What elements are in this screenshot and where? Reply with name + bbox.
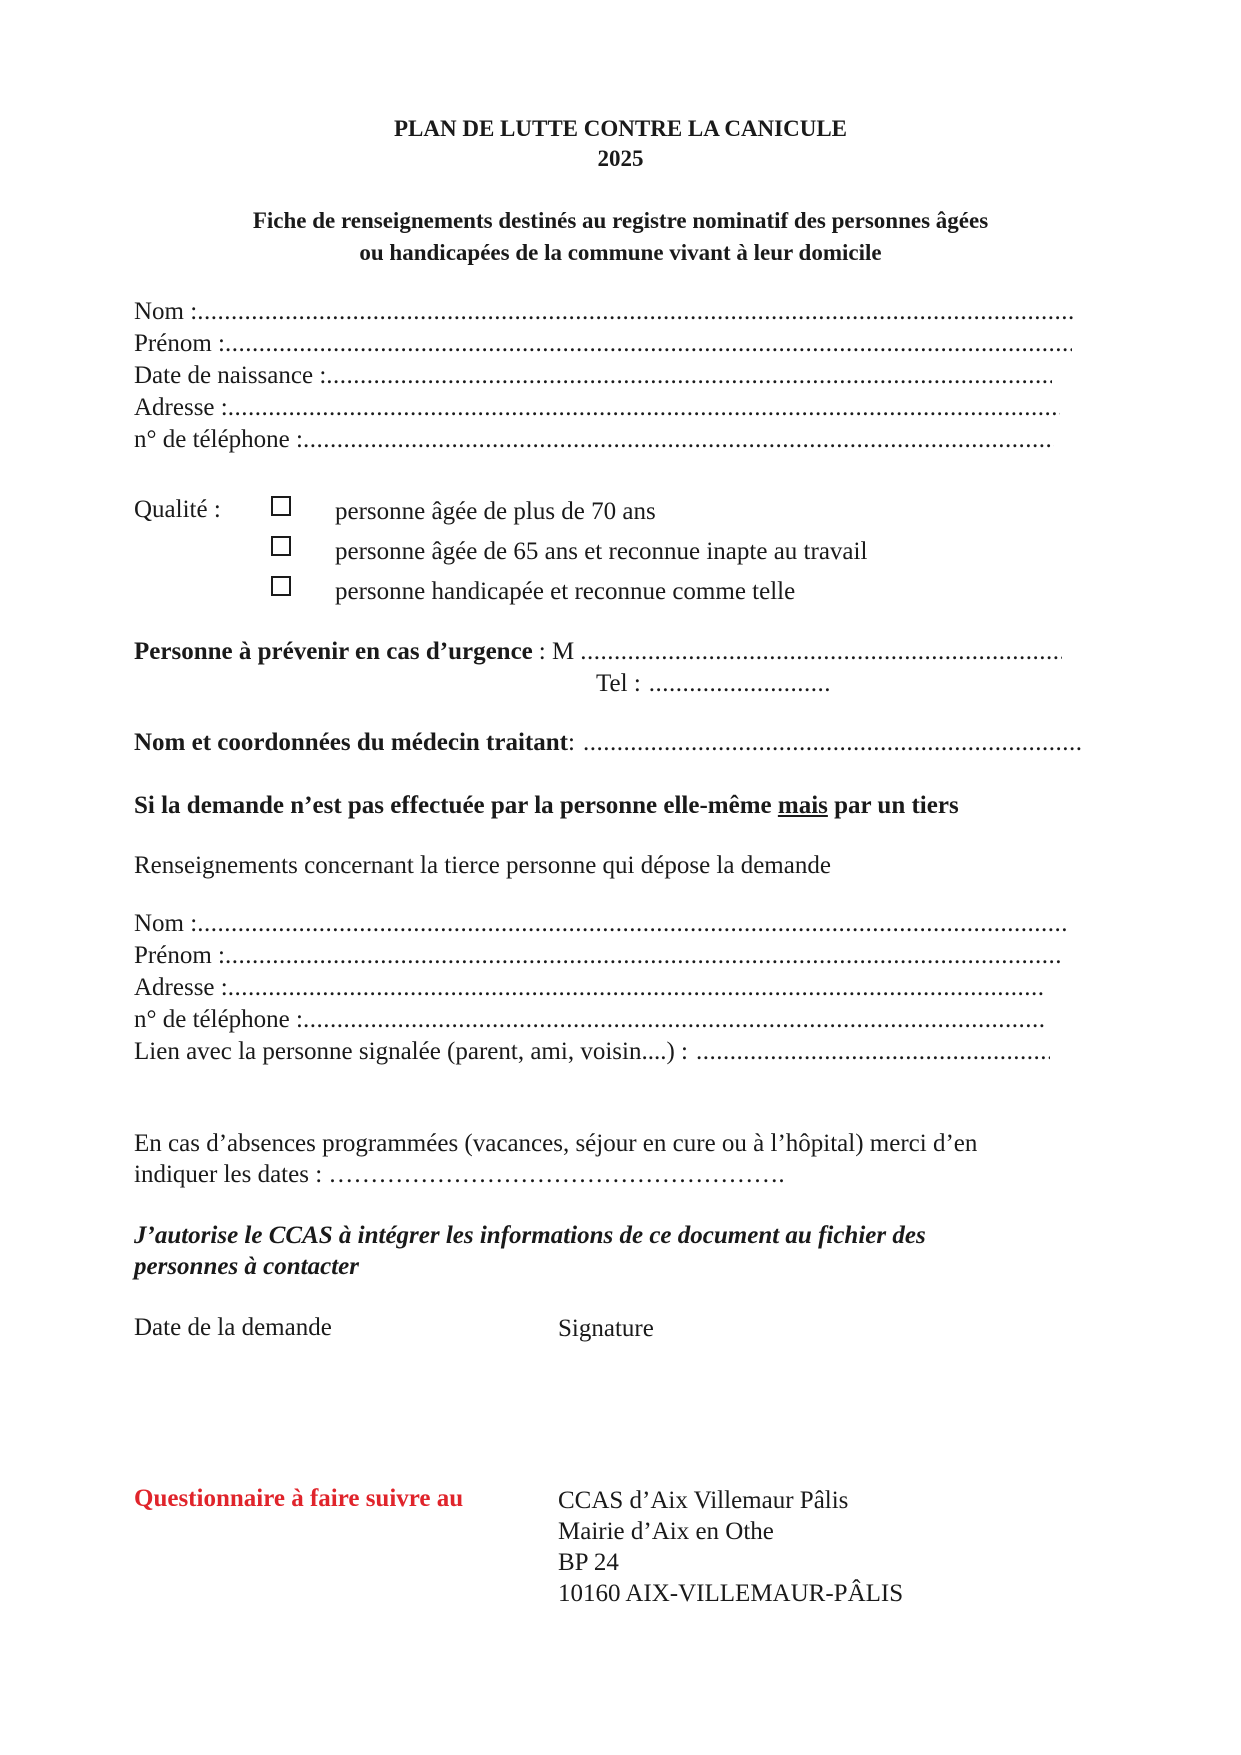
- subtitle-line-2: ou handicapées de la commune vivant à leur domicile: [359, 240, 882, 265]
- address-line: CCAS d’Aix Villemaur Pâlis: [558, 1487, 849, 1514]
- tiers-heading-part1: Si la demande n’est pas effectuée par la personne elle-même: [134, 792, 778, 819]
- autorisation-line-1: J’autorise le CCAS à intégrer les informations de ce document au fichier des: [134, 1222, 926, 1249]
- urgence-tel-dots: ...........................: [648, 670, 832, 697]
- tiers-nom-label: Nom :: [134, 910, 198, 937]
- tiers-heading: [134, 792, 959, 820]
- prenom-label: Prénom :: [134, 330, 225, 357]
- urgence-field[interactable]: [134, 638, 1062, 666]
- tiers-nom-field[interactable]: [134, 910, 1066, 938]
- tiers-heading-part2: par un tiers: [827, 792, 959, 819]
- medecin-field[interactable]: [134, 729, 1082, 757]
- document-title: PLAN DE LUTTE CONTRE LA CANICULE: [393, 116, 848, 141]
- tiers-intro: Renseignements concernant la tierce personne qui dépose la demande: [134, 852, 831, 879]
- checkbox-plus-70[interactable]: [271, 496, 291, 516]
- tiers-prenom-field[interactable]: [134, 942, 1062, 970]
- urgence-tel-label: Tel :: [596, 670, 641, 697]
- qualite-option-1: personne âgée de plus de 70 ans: [335, 498, 656, 525]
- urgence-label: Personne à prévenir en cas d’urgence: [134, 638, 533, 665]
- qualite-label: Qualité :: [134, 496, 221, 523]
- nom-field[interactable]: [134, 298, 1076, 326]
- checkbox-handicapee[interactable]: [271, 576, 291, 596]
- address-line: 10160 AIX-VILLEMAUR-PÂLIS: [558, 1580, 904, 1607]
- tiers-adresse-field[interactable]: [134, 974, 1046, 1002]
- absences-line-2[interactable]: indiquer les dates : ……………………………………………….: [134, 1161, 785, 1188]
- absences-line-1: En cas d’absences programmées (vacances, séjour en cure ou à l’hôpital) merci d’en: [134, 1130, 978, 1157]
- address-line: BP 24: [558, 1549, 619, 1576]
- medecin-label: Nom et coordonnées du médecin traitant: [134, 729, 568, 756]
- medecin-colon: :: [567, 729, 575, 756]
- autorisation-line-2: personnes à contacter: [134, 1253, 359, 1280]
- adresse-label: Adresse :: [134, 394, 228, 421]
- tiers-telephone-field[interactable]: [134, 1006, 1046, 1034]
- adresse-field[interactable]: [134, 394, 1060, 422]
- qualite-option-3: personne handicapée et reconnue comme telle: [335, 578, 796, 605]
- nom-label: Nom :: [134, 298, 198, 325]
- tiers-lien-field[interactable]: [134, 1038, 1050, 1066]
- urgence-tel-field[interactable]: [596, 670, 831, 698]
- tiers-telephone-label: n° de téléphone :: [134, 1006, 303, 1033]
- telephone-field[interactable]: [134, 426, 1054, 454]
- telephone-label: n° de téléphone :: [134, 426, 303, 453]
- qualite-option-2: personne âgée de 65 ans et reconnue inapte au travail: [335, 538, 868, 565]
- urgence-m-label: : M: [538, 638, 575, 665]
- tiers-lien-label: Lien avec la personne signalée (parent, ami, voisin....) :: [134, 1038, 688, 1065]
- signature-label: Signature: [558, 1315, 654, 1342]
- tiers-adresse-label: Adresse :: [134, 974, 228, 1001]
- naissance-label: Date de naissance :: [134, 362, 327, 389]
- prenom-field[interactable]: [134, 330, 1072, 358]
- address-block: [558, 1485, 903, 1609]
- date-demande-label: Date de la demande: [134, 1314, 332, 1341]
- subtitle-line-1: Fiche de renseignements destinés au registre nominatif des personnes âgées: [252, 208, 989, 233]
- tiers-heading-underlined: mais: [777, 792, 828, 819]
- address-line: Mairie d’Aix en Othe: [558, 1518, 774, 1545]
- naissance-field[interactable]: [134, 362, 1052, 390]
- tiers-prenom-label: Prénom :: [134, 942, 225, 969]
- questionnaire-label: Questionnaire à faire suivre au: [134, 1485, 464, 1512]
- checkbox-65-inapte[interactable]: [271, 536, 291, 556]
- document-year: 2025: [597, 146, 644, 171]
